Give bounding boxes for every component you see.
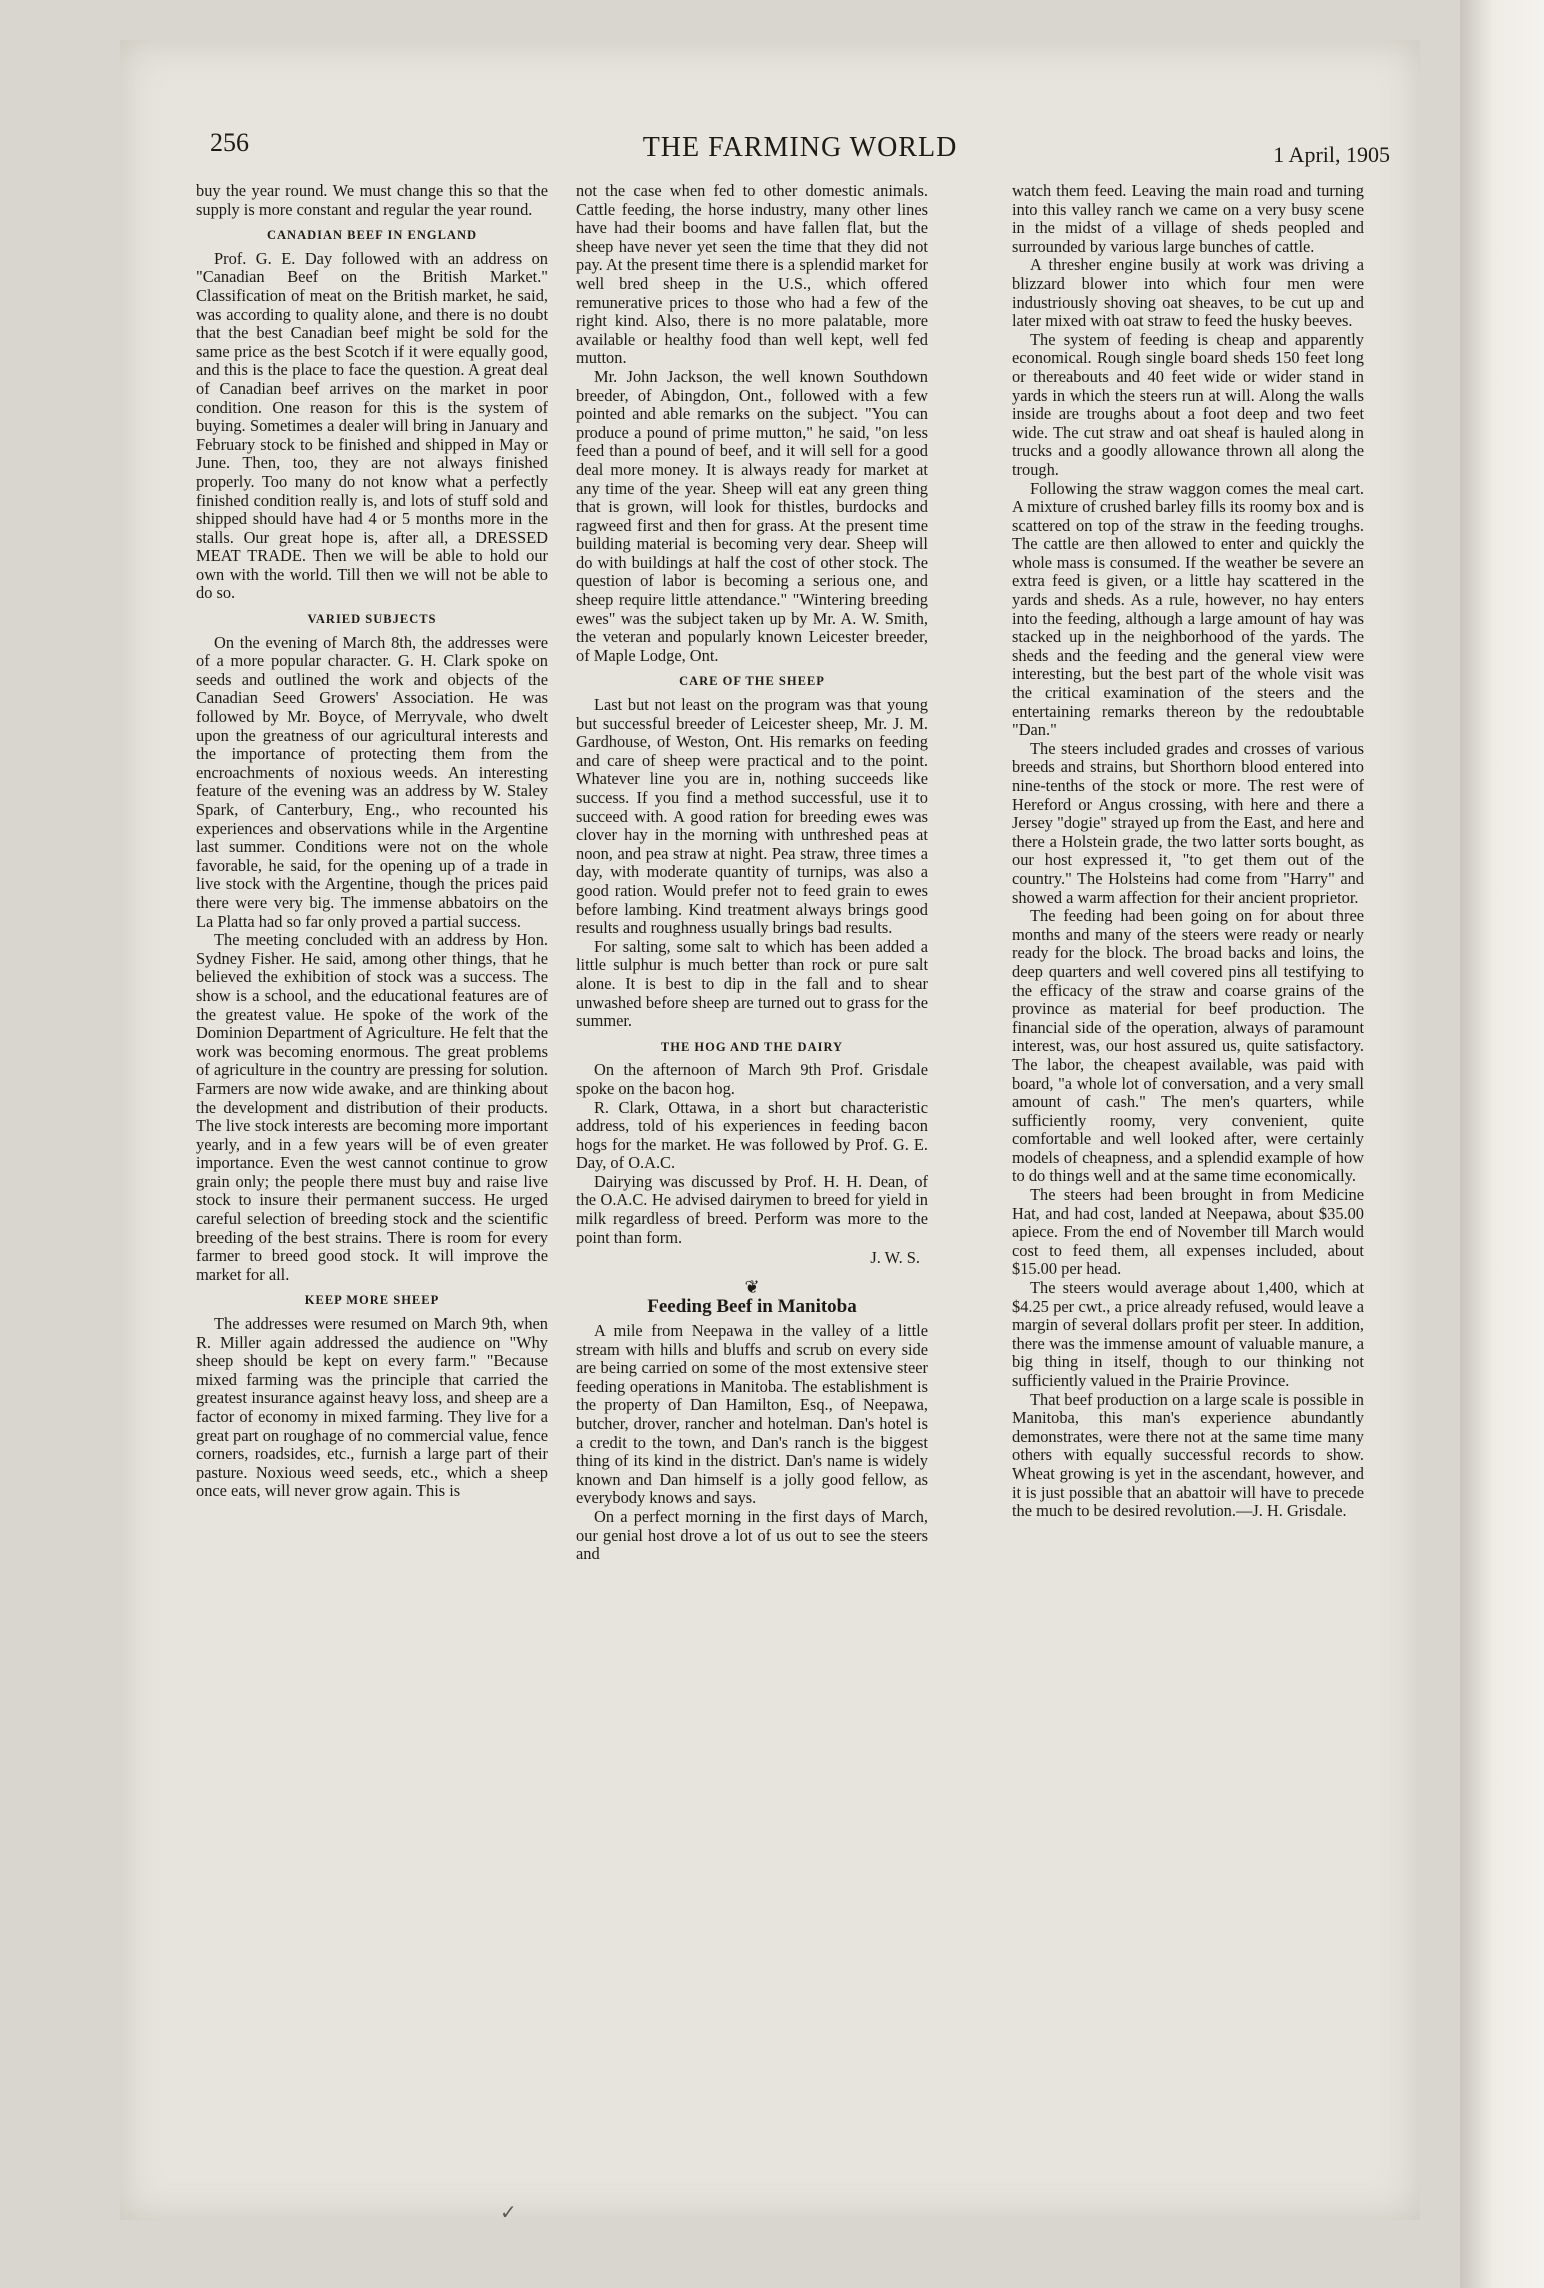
- column-right: [1012, 182, 1364, 1521]
- paragraph: Mr. John Jackson, the well known Southdown breeder, of Abingdon, Ont., followed with a few pointed and able remarks on the subject. "You can produce a pound of prime mutton," he said, "on less feed than a pound of beef, and it will sell for a good deal more money. It is always ready for market at any time of the year. Sheep will eat any green thing that is grown, will look for thistles, burdocks and ragweed first and then for grass. At the present time building material is becoming very dear. Sheep will do with buildings at half the cost of other stock. The question of labor is becoming a serious one, and sheep require little attendance." "Wintering breeding ewes" was the subject taken up by Mr. A. W. Smith, the veteran and popularly known Leicester breeder, of Maple Lodge, Ont.: [576, 366, 928, 665]
- paragraph: A thresher engine busily at work was driving a blizzard blower into which four men were industriously shoving oat sheaves, to be cut up and later mixed with oat straw to feed the husky beeves.: [1012, 255, 1364, 331]
- paragraph: The addresses were resumed on March 9th, when R. Miller again addressed the audience on "Why sheep should be kept on every farm." "Because mixed farming was the principle that carried the greatest insurance against heavy loss, and sheep are a factor of economy in mixed farming. They live for a great part on roughage of no commercial value, fence corners, roadsides, etc., furnish a large part of their pasture. Noxious weed seeds, etc., which a sheep once eats, will never grow again. This is: [196, 1314, 548, 1501]
- paragraph: R. Clark, Ottawa, in a short but characteristic address, told of his experiences in feeding bacon hogs for the market. He was followed by Prof. G. E. Day, of O.A.C.: [576, 1097, 928, 1173]
- section-heading: CANADIAN BEEF IN ENGLAND: [266, 228, 477, 243]
- page-number: 256: [210, 128, 249, 157]
- fleuron-ornament-icon: ❦: [744, 1276, 760, 1297]
- column-left: [196, 182, 548, 1501]
- paragraph: not the case when fed to other domestic animals. Cattle feeding, the horse industry, many other lines have had their booms and have fallen flat, but the sheep have never yet seen the time that they did not pay. At the present time there is a splendid market for well bred sheep in the U.S., which offered remunerative prices to those who had a few of the right kind. Also, there is no more palatable, more available or healthy food than well kept, well fed mutton.: [576, 181, 928, 368]
- paragraph: The system of feeding is cheap and apparently economical. Rough single board sheds 150 feet long or thereabouts and 40 feet wide or wider stand in yards in which the steers run at will. Along the walls inside are troughs about a foot deep and two feet wide. The cut straw and oat sheaf is hauled along in trucks and a goodly allowance thrown all along the trough.: [1012, 329, 1364, 479]
- paragraph: The steers had been brought in from Medicine Hat, and had cost, landed at Neepawa, about $35.00 apiece. From the end of November till March would cost to feed them, all expenses included, about $15.00 per head.: [1012, 1185, 1364, 1279]
- journal-title: THE FARMING WORLD: [642, 132, 958, 163]
- section-heading: THE HOG AND THE DAIRY: [660, 1039, 844, 1054]
- paragraph: The steers included grades and crosses of various breeds and strains, but Shorthorn blood entered into nine-tenths of the stock or more. The rest were of Hereford or Angus crossing, with here and there a Jersey "dogie" strayed up from the East, and here and there a Holstein grade, the two latter sorts bought, as our host expressed it, "to get them out of the country." The Holsteins had come from "Harry" and showed a warm affection for their ancient proprietor.: [1012, 738, 1364, 907]
- paragraph: On the evening of March 8th, the addresses were of a more popular character. G. H. Clark spoke on seeds and outlined the work and objects of the Canadian Seed Growers' Association. He was followed by Mr. Boyce, of Merryvale, who dwelt upon the greatness of our agricultural interests and the importance of protecting them from the encroachments of noxious weeds. An interesting feature of the evening was an address by W. Staley Spark, of Canterbury, Eng., who recounted his experiences and observations while in the Argentine last summer. Conditions were not on the whole favorable, he said, for the opening up of a trade in live stock with the Argentine, though the prices paid there were very big. The immense abbatoirs on the La Platta had so far only proved a partial success.: [196, 632, 548, 931]
- issue-date: 1 April, 1905: [1273, 142, 1390, 167]
- paragraph: A mile from Neepawa in the valley of a little stream with hills and bluffs and scrub on every side are being carried on some of the most extensive steer feeding operations in Manitoba. The establishment is the property of Dan Hamilton, Esq., of Neepawa, butcher, drover, rancher and hotelman. Dan's hotel is a credit to the town, and Dan's ranch is the biggest thing of its kind in the district. Dan's name is widely known and Dan himself is a jolly good fellow, as everybody knows and says.: [576, 1321, 928, 1508]
- section-heading: VARIED SUBJECTS: [307, 612, 437, 627]
- paragraph: The feeding had been going on for about three months and many of the steers were ready or nearly ready for the block. The broad backs and loins, the deep quarters and well covered pins all testifying to the efficacy of the straw and coarse grains of the province as material for beef production. The financial side of the operation, always of paramount interest, was, our host assured us, quite satisfactory. The labor, the cheapest available, was paid with board, "a whole lot of conversation, and a very small amount of cash." The men's quarters, while sufficiently roomy, very convenient, quite comfortable and well looked after, were certainly models of cheapness, and a splendid example of how to do things well and at the same time economically.: [1012, 906, 1364, 1186]
- paragraph: Following the straw waggon comes the meal cart. A mixture of crushed barley fills its roomy box and is scattered on top of the straw in the feeding troughs. The cattle are then allowed to enter and quickly the whole mass is consumed. If the weather be severe an extra feed is given, or a little hay scattered in the yards and sheds. As a rule, however, no hay enters into the feeding, although a large amount of hay was stacked up in the neighborhood of the yards. The sheds and the feeding and the general view were interesting, but the best part of the whole visit was the critical examination of the steers and the entertaining remarks thereon by the redoubtable "Dan.": [1012, 478, 1364, 740]
- check-mark-icon: ✓: [500, 2202, 517, 2224]
- paragraph: Prof. G. E. Day followed with an address on "Canadian Beef on the British Market." Classification of meat on the British market, he said, was according to quality alone, and there is no doubt that the best Canadian beef might be sold for the same price as the best Scotch if it were equally good, and this is the place to face the question. A great deal of Canadian beef arrives on the market in poor condition. One reason for this is the system of buying. Sometimes a dealer will bring in January and February stock to be finished and shipped in May or June. Then, too, they are not always finished properly. Too many do not know what a perfectly finished condition really is, and lots of stuff sold and shipped should have had 4 or 5 months more in the stalls. Our great hope is, after all, a DRESSED MEAT TRADE. Then we will be able to hold our own with the world. Till then we will not be able to do so.: [196, 248, 548, 603]
- column-middle: [576, 182, 928, 1564]
- paragraph: That beef production on a large scale is possible in Manitoba, this man's experience abundantly demonstrates, were there not at the same time many others with equally successful records to show. Wheat growing is yet in the ascendant, however, and it is just possible that an abattoir will have to precede the much to be desired revolution.—J. H. Grisdale.: [1012, 1389, 1364, 1521]
- paragraph: Last but not least on the program was that young but successful breeder of Leicester sheep, Mr. J. M. Gardhouse, of Weston, Ont. His remarks on feeding and care of sheep were practical and to the point. Whatever line you are in, nothing succeeds like success. If you find a method successful, use it to succeed with. A good ration for breeding ewes was clover hay in the morning with unthreshed peas at noon, and pea straw at night. Pea straw, three times a day, with moderate quantity of turnips, was also a good ration. Would prefer not to feed grain to ewes before lambing. Kind treatment always brings good results and roughness usually brings bad results.: [576, 695, 928, 938]
- paragraph: Dairying was discussed by Prof. H. H. Dean, of the O.A.C. He advised dairymen to breed for yield in milk regardless of breed. Perform was more to the point than form.: [576, 1171, 928, 1247]
- paragraph: On the afternoon of March 9th Prof. Grisdale spoke on the bacon hog.: [576, 1060, 928, 1098]
- author-signature: J. W. S.: [870, 1248, 920, 1268]
- paragraph: The steers would average about 1,400, which at $4.25 per cwt., a price already refused, would leave a margin of several dollars profit per steer. In addition, there was the immense amount of valuable manure, a big thing in itself, though to our thinking not sufficiently valued in the Prairie Province.: [1012, 1278, 1364, 1390]
- running-header: [210, 128, 1390, 168]
- paragraph: watch them feed. Leaving the main road and turning into this valley ranch we came on a very busy scene in the midst of a village of sheds peopled and surrounded by various large bunches of cattle.: [1012, 181, 1364, 256]
- section-heading: CARE OF THE SHEEP: [679, 674, 825, 689]
- page-edge: [1460, 0, 1544, 2288]
- paragraph: On a perfect morning in the first days of March, our genial host drove a lot of us out to see the steers and: [576, 1506, 928, 1564]
- paragraph: The meeting concluded with an address by Hon. Sydney Fisher. He said, among other things, that he believed the exhibition of stock was a success. The show is a school, and the educational features are of the greatest value. He spoke of the work of the Dominion Department of Agriculture. He felt that the work was becoming enormous. The great problems of agriculture in the country are pressing for solution. Farmers are now wide awake, and are thinking about the development and distribution of their products. The live stock interests are becoming more important yearly, and in a few years will be of even greater importance. Even the west cannot continue to grow grain only; the people there must buy and raise live stock to insure their permanent success. He urged careful selection of breeding stock and the scientific breeding of the best strains. There is room for every farmer to breed good stock. It will improve the market for all.: [196, 930, 548, 1284]
- section-heading: KEEP MORE SHEEP: [304, 1293, 440, 1308]
- paragraph: buy the year round. We must change this so that the supply is more constant and regular the year round.: [196, 181, 548, 219]
- paragraph: For salting, some salt to which has been added a little sulphur is much better than rock or pure salt alone. It is best to dip in the fall and to shear unwashed before sheep are turned out to grass for the summer.: [576, 936, 928, 1031]
- article-title: Feeding Beef in Manitoba: [647, 1296, 857, 1318]
